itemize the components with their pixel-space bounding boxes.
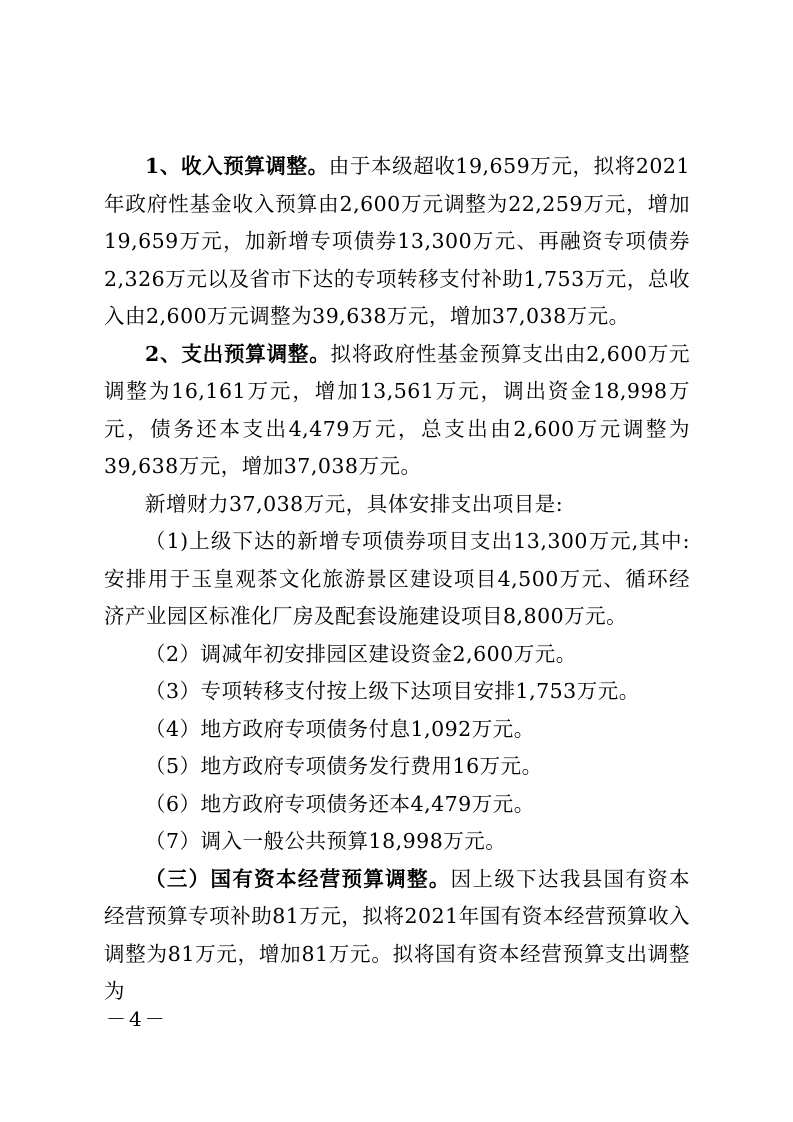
list-item-3 bbox=[104, 673, 690, 711]
paragraph-text: （5）地方政府专项债务发行费用16万元。 bbox=[145, 754, 543, 778]
paragraph-heading: 1、收入预算调整。 bbox=[145, 154, 329, 178]
paragraph-text: （7）调入一般公共预算18,998万元。 bbox=[145, 829, 507, 853]
paragraph-text: 新增财力37,038万元，具体安排支出项目是: bbox=[145, 491, 564, 516]
paragraph-heading: （三）国有资本经营预算调整。 bbox=[145, 866, 451, 891]
list-item-5 bbox=[104, 748, 690, 786]
paragraph-text: （1)上级下达的新增专项债券项目支出13,300万元,其中:安排用于玉皇观茶文化旅游景区建设项目4,500万元、循环经济产业园区标准化厂房及配套设施建设项目8,800万元。 bbox=[104, 529, 690, 628]
paragraph-text: 由于本级超收19,659万元，拟将2021年政府性基金收入预算由2,600万元调整为22,259万元，增加19,659万元，加新增专项债券13,300万元、再融资专项债券2,326万元以及省市下达的专项转移支付补助1,753万元，总收入由2,600万元调整为39,638万元，增加37,038万元。 bbox=[104, 154, 690, 328]
paragraph-expenditure-adjustment bbox=[104, 336, 690, 486]
page-number: －4－ bbox=[106, 1007, 168, 1031]
list-item-2 bbox=[104, 636, 690, 674]
paragraph-heading: 2、支出预算调整。 bbox=[145, 341, 331, 366]
list-item-1 bbox=[104, 523, 690, 636]
list-item-7 bbox=[104, 823, 690, 861]
paragraph-text: （4）地方政府专项债务付息1,092万元。 bbox=[145, 716, 535, 741]
paragraph-text: 因上级下达我县国有资本经营预算专项补助81万元，拟将2021年国有资本经营预算收入调整为81万元，增加81万元。拟将国有资本经营预算支出调整为 bbox=[104, 866, 691, 1003]
paragraph-new-funds bbox=[104, 486, 690, 524]
list-item-6 bbox=[104, 786, 690, 824]
list-item-4 bbox=[104, 711, 690, 749]
paragraph-text: 拟将政府性基金预算支出由2,600万元调整为16,161万元，增加13,561万元，调出资金18,998万元，债务还本支出4,479万元，总支出由2,600万元调整为39,638万元，增加37,038万元。 bbox=[104, 341, 691, 478]
paragraph-state-capital-adjustment bbox=[104, 861, 690, 1011]
paragraph-text: （3）专项转移支付按上级下达项目安排1,753万元。 bbox=[145, 679, 640, 703]
paragraph-text: （6）地方政府专项债务还本4,479万元。 bbox=[145, 791, 535, 816]
document-body bbox=[104, 148, 690, 1011]
paragraph-revenue-adjustment bbox=[104, 148, 690, 336]
paragraph-text: （2）调减年初安排园区建设资金2,600万元。 bbox=[145, 641, 577, 666]
